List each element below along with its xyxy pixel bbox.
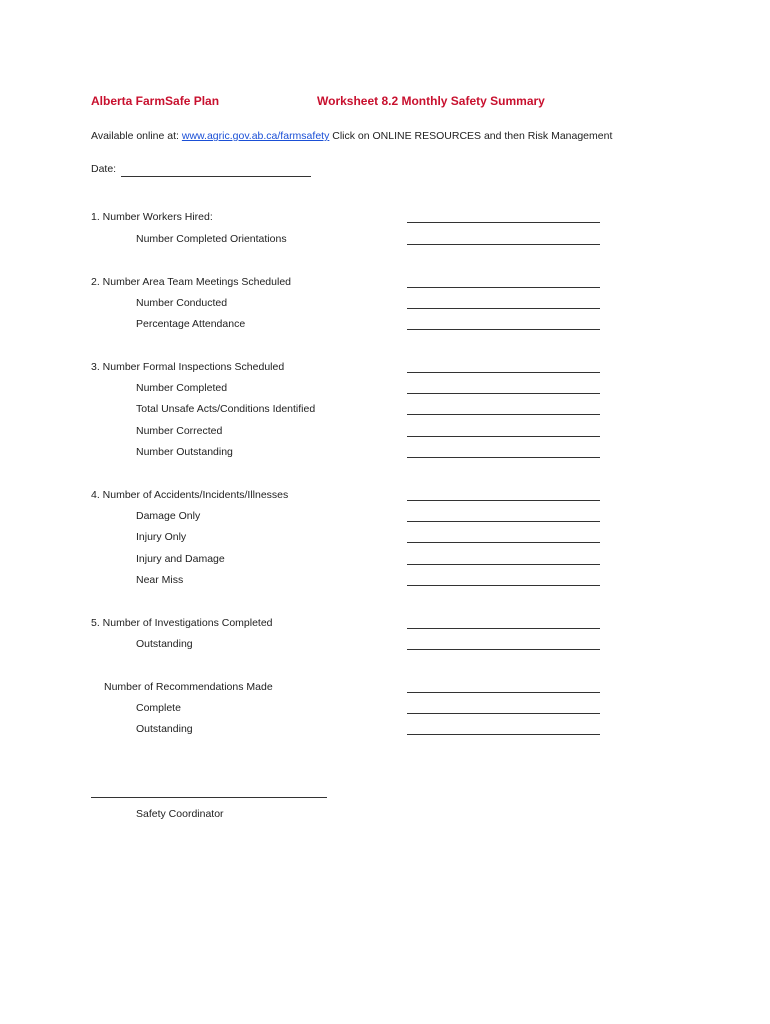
completed-orientations-label: Number Completed Orientations <box>136 233 287 245</box>
inspections-scheduled-field[interactable] <box>407 372 600 373</box>
recommendations-outstanding-label: Outstanding <box>136 723 193 735</box>
farmsafety-link[interactable]: www.agric.gov.ab.ca/farmsafety <box>181 130 330 142</box>
signature-field[interactable] <box>91 797 327 798</box>
worksheet-title: Worksheet 8.2 Monthly Safety Summary <box>317 94 545 108</box>
plan-title: Alberta FarmSafe Plan <box>91 94 220 108</box>
meetings-conducted-label: Number Conducted <box>136 297 228 309</box>
recommendations-label: Number of Recommendations Made <box>104 681 273 693</box>
damage-only-label: Damage Only <box>136 510 201 522</box>
completed-orientations-field[interactable] <box>407 244 600 245</box>
signature-label: Safety Coordinator <box>136 808 224 820</box>
damage-only-field[interactable] <box>407 521 600 522</box>
percentage-attendance-label: Percentage Attendance <box>136 318 246 330</box>
investigations-outstanding-label: Outstanding <box>136 638 193 650</box>
unsafe-acts-label: Total Unsafe Acts/Conditions Identified <box>136 403 316 415</box>
accidents-label: 4. Number of Accidents/Incidents/Illnesses <box>91 489 289 501</box>
near-miss-label: Near Miss <box>136 574 184 586</box>
meetings-conducted-field[interactable] <box>407 308 600 309</box>
date-field[interactable] <box>121 176 311 177</box>
inspections-completed-label: Number Completed <box>136 382 228 394</box>
recommendations-complete-field[interactable] <box>407 713 600 714</box>
unsafe-acts-field[interactable] <box>407 414 600 415</box>
recommendations-field[interactable] <box>407 692 600 693</box>
workers-hired-field[interactable] <box>407 222 600 223</box>
online-prefix: Available online at: <box>91 130 179 142</box>
accidents-field[interactable] <box>407 500 600 501</box>
date-label: Date: <box>91 163 117 175</box>
number-corrected-label: Number Corrected <box>136 425 223 437</box>
number-outstanding-field[interactable] <box>407 457 600 458</box>
inspections-scheduled-label: 3. Number Formal Inspections Scheduled <box>91 361 285 373</box>
recommendations-outstanding-field[interactable] <box>407 734 600 735</box>
meetings-scheduled-field[interactable] <box>407 287 600 288</box>
number-corrected-field[interactable] <box>407 436 600 437</box>
injury-only-field[interactable] <box>407 542 600 543</box>
injury-and-damage-field[interactable] <box>407 564 600 565</box>
percentage-attendance-field[interactable] <box>407 329 600 330</box>
investigations-label: 5. Number of Investigations Completed <box>91 617 273 629</box>
recommendations-complete-label: Complete <box>136 702 181 714</box>
injury-only-label: Injury Only <box>136 531 187 543</box>
online-info <box>91 130 612 142</box>
injury-and-damage-label: Injury and Damage <box>136 553 225 565</box>
online-suffix: Click on ONLINE RESOURCES and then Risk Management <box>332 130 613 142</box>
meetings-scheduled-label: 2. Number Area Team Meetings Scheduled <box>91 276 292 288</box>
number-outstanding-label: Number Outstanding <box>136 446 233 458</box>
investigations-field[interactable] <box>407 628 600 629</box>
near-miss-field[interactable] <box>407 585 600 586</box>
inspections-completed-field[interactable] <box>407 393 600 394</box>
investigations-outstanding-field[interactable] <box>407 649 600 650</box>
workers-hired-label: 1. Number Workers Hired: <box>91 211 213 223</box>
